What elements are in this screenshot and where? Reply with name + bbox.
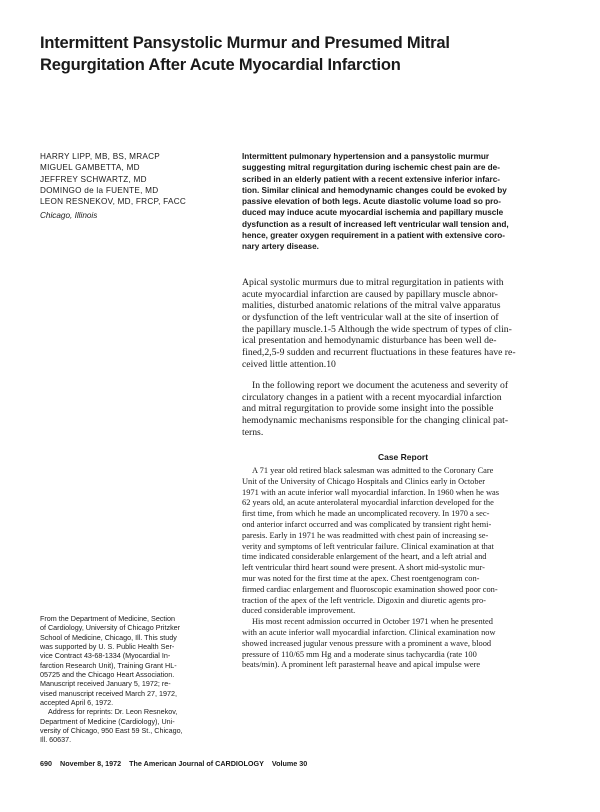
author: MIGUEL GAMBETTA, MD bbox=[40, 163, 140, 173]
footnote-line: Manuscript received January 5, 1972; re- bbox=[40, 679, 171, 689]
abstract-line: hence, greater oxygen requirement in a patient with extensive coro- bbox=[242, 231, 505, 241]
intro2-line: circulatory changes in a patient with a recent myocardial infarction bbox=[242, 391, 502, 403]
title-line: Regurgitation After Acute Myocardial Infarction bbox=[40, 56, 401, 74]
footnote-line: accepted April 6, 1972. bbox=[40, 698, 114, 708]
footnote-line: Ill. 60637. bbox=[40, 735, 72, 745]
intro-line: the papillary muscle.1-5 Although the wide spectrum of types of clin- bbox=[242, 323, 512, 335]
author: JEFFREY SCHWARTZ, MD bbox=[40, 174, 147, 184]
case-line: 62 years old, an acute anterolateral myocardial infarction developed for the bbox=[242, 498, 494, 508]
case-line: His most recent admission occurred in October 1971 when he presented bbox=[252, 617, 493, 627]
abstract-line: nary artery disease. bbox=[242, 242, 319, 252]
intro-line: or dysfunction of the left ventricular wall at the site of insertion of bbox=[242, 311, 499, 323]
abstract-line: scribed in an elderly patient with a recent extensive inferior infarc- bbox=[242, 174, 500, 184]
volume-number: Volume 30 bbox=[271, 759, 308, 768]
case-line: with an acute inferior wall myocardial infarction. Clinical examination now bbox=[242, 627, 496, 637]
intro-line: fined,2,5-9 sudden and recurrent fluctuations in these features have re- bbox=[242, 346, 516, 358]
case-line: duced considerable improvement. bbox=[242, 606, 356, 616]
affiliation-footnote bbox=[40, 614, 225, 745]
abstract-line: Intermittent pulmonary hypertension and a pansystolic murmur bbox=[242, 152, 490, 161]
footnote-line: From the Department of Medicine, Section bbox=[40, 614, 176, 623]
case-line: ond anterior infarct occurred and was complicated by transient right hemi- bbox=[242, 519, 492, 529]
footnote-line: School of Medicine, Chicago, Ill. This study bbox=[40, 632, 177, 642]
case-line: verity and symptoms of left ventricular failure. Clinical examination at that bbox=[242, 541, 494, 551]
title-line: Intermittent Pansystolic Murmur and Presumed Mitral bbox=[40, 34, 450, 52]
footnote-line: vice Contract 43-68-1334 (Myocardial In- bbox=[40, 651, 171, 661]
abstract-line: duced may induce acute myocardial ischemia and papillary muscle bbox=[242, 208, 504, 218]
intro-line: Apical systolic murmurs due to mitral regurgitation in patients with bbox=[242, 277, 504, 288]
footnote-line: versity of Chicago, 950 East 59 St., Chicago, bbox=[40, 726, 183, 736]
intro2-line: and mitral regurgitation to provide some insight into the possible bbox=[242, 403, 494, 415]
case-line: Unit of the University of Chicago Hospitals and Clinics early in October bbox=[242, 476, 486, 486]
intro-line: malities, disturbed anatomic relations of the mitral valve apparatus bbox=[242, 300, 501, 312]
author-location: Chicago, Illinois bbox=[40, 211, 98, 220]
intro2-line: In the following report we document the acuteness and severity of bbox=[252, 380, 509, 391]
intro-line: ical presentation and hemodynamic disturbance has been well de- bbox=[242, 335, 497, 347]
article-title bbox=[40, 32, 560, 76]
footnote-line: was supported by U. S. Public Health Ser- bbox=[40, 642, 175, 652]
case-line: beats/min). A prominent left parasternal heave and apical impulse were bbox=[242, 660, 481, 670]
intro-line: ceived little attention.10 bbox=[242, 358, 336, 370]
footnote-line: of Cardiology, University of Chicago Pritzker bbox=[40, 623, 181, 633]
author: DOMINGO de la FUENTE, MD bbox=[40, 185, 159, 195]
issue-date: November 8, 1972 bbox=[60, 759, 122, 768]
page-number: 690 bbox=[40, 759, 52, 768]
author: LEON RESNEKOV, MD, FRCP, FACC bbox=[40, 197, 187, 207]
intro-line: acute myocardial infarction are caused by papillary muscle abnor- bbox=[242, 288, 498, 300]
footnote-line: vised manuscript received March 27, 1972, bbox=[40, 688, 178, 698]
case-line: firmed cardiac enlargement and fluoroscopic examination showed poor con- bbox=[242, 584, 498, 594]
author-list bbox=[40, 151, 240, 207]
case-line: 1971 with an acute inferior wall myocardial infarction. In 1960 when he was bbox=[242, 487, 499, 497]
case-line: mur was noted for the first time at the apex. Chest roentgenogram con- bbox=[242, 573, 480, 583]
abstract bbox=[242, 151, 564, 253]
abstract-line: suggesting mitral regurgitation during ischemic chest pain are de- bbox=[242, 163, 500, 173]
abstract-line: tion. Similar clinical and hemodynamic changes could be evoked by bbox=[242, 185, 507, 195]
intro-paragraph bbox=[242, 277, 564, 370]
intro2-line: terns. bbox=[242, 426, 264, 438]
author: HARRY LIPP, MB, BS, MRACP bbox=[40, 152, 161, 161]
intro-paragraph-2 bbox=[242, 380, 564, 438]
footnote-line: farction Research Unit), Training Grant HL- bbox=[40, 660, 177, 670]
case-line: pressure of 110/65 mm Hg and a moderate sinus tachycardia (rate 100 bbox=[242, 649, 477, 659]
footnote-line: Address for reprints: Dr. Leon Resnekov, bbox=[48, 707, 178, 717]
case-line: showed increased jugular venous pressure with a prominent a wave, blood bbox=[242, 638, 492, 648]
footnote-line: Department of Medicine (Cardiology), Uni- bbox=[40, 716, 175, 726]
intro2-line: hemodynamic mechanisms responsible for the changing clinical pat- bbox=[242, 414, 509, 426]
abstract-line: dysfunction as a result of increased left ventricular wall tension and, bbox=[242, 219, 509, 229]
case-line: time indicated considerable enlargement of the heart, and a left atrial and bbox=[242, 552, 487, 562]
case-line: left ventricular third heart sound were present. A short mid-systolic mur- bbox=[242, 563, 485, 573]
abstract-line: passive elevation of both legs. Acute diastolic volume load so pro- bbox=[242, 197, 502, 207]
case-line: A 71 year old retired black salesman was admitted to the Coronary Care bbox=[252, 466, 494, 475]
case-line: paresis. Early in 1971 he was readmitted with chest pain of increasing se- bbox=[242, 530, 489, 540]
case-line: first time, from which he made an uncomplicated recovery. In 1970 a sec- bbox=[242, 509, 490, 519]
journal-name: The American Journal of CARDIOLOGY bbox=[129, 759, 264, 768]
page-footer bbox=[40, 759, 313, 768]
case-report-body bbox=[242, 466, 564, 671]
case-report-heading: Case Report bbox=[377, 452, 429, 462]
footnote-line: 05725 and the Chicago Heart Association. bbox=[40, 670, 175, 680]
case-line: traction of the apex of the left ventricle. Digoxin and diuretic agents pro- bbox=[242, 595, 486, 605]
